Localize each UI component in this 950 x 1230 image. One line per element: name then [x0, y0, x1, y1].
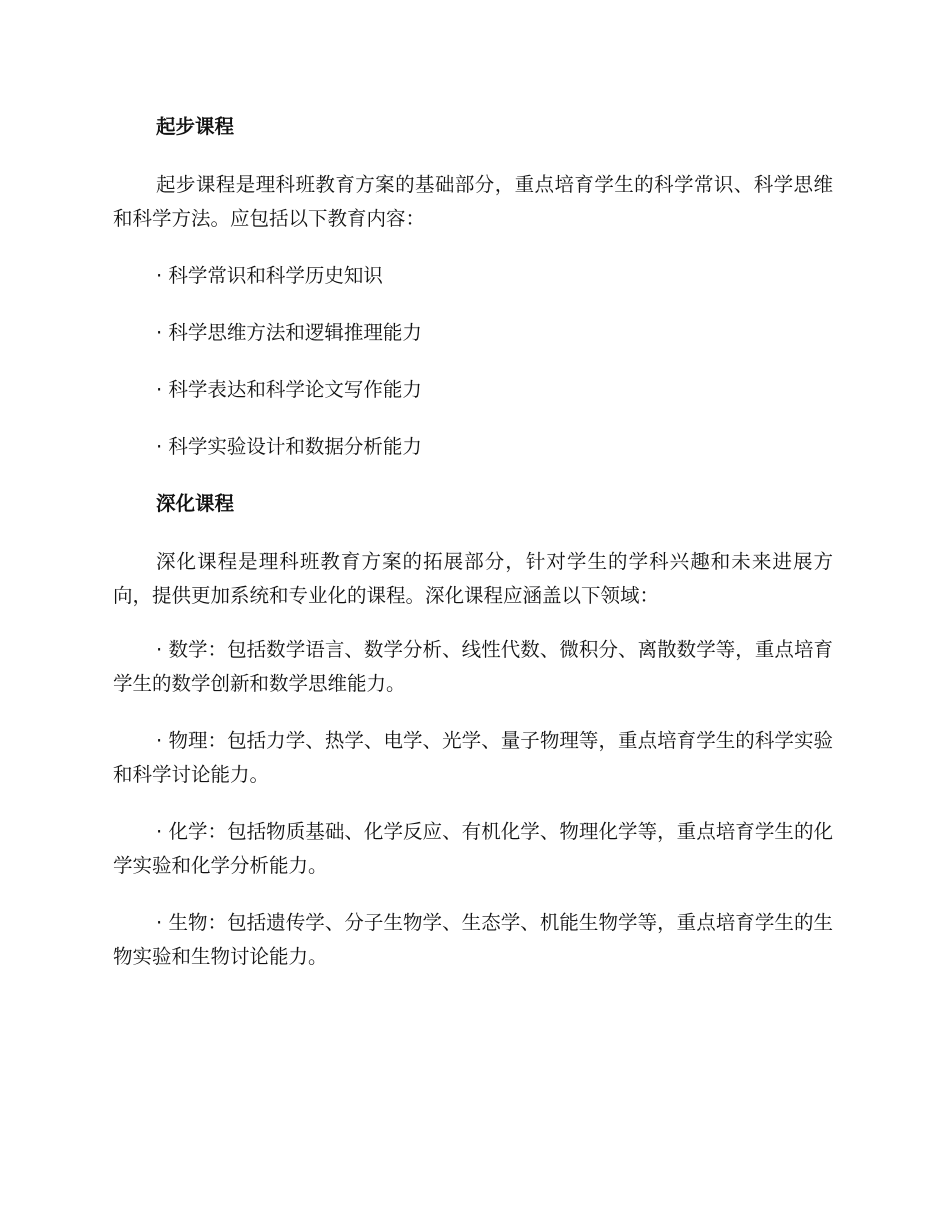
- list-item: · 生物：包括遗传学、分子生物学、生态学、机能生物学等，重点培育学生的生物实验和生物讨论能力。: [113, 911, 833, 968]
- advanced-course-list: [113, 633, 833, 974]
- section-heading-starter-course: 起步课程: [156, 115, 235, 138]
- starter-course-list: [113, 259, 833, 464]
- list-item: · 化学：包括物质基础、化学反应、有机化学、物理化学等，重点培育学生的化学实验和化学分析能力。: [113, 820, 833, 877]
- list-item: · 物理：包括力学、热学、电学、光学、量子物理等，重点培育学生的科学实验和科学讨论能力。: [113, 729, 833, 786]
- list-item: · 数学：包括数学语言、数学分析、线性代数、微积分、离散数学等，重点培育学生的数学创新和数学思维能力。: [113, 638, 833, 695]
- list-item: · 科学表达和科学论文写作能力: [156, 378, 422, 401]
- document-body: [113, 110, 833, 997]
- list-item: · 科学常识和科学历史知识: [156, 264, 383, 287]
- list-item: · 科学思维方法和逻辑推理能力: [156, 321, 422, 344]
- section-intro-paragraph: 起步课程是理科班教育方案的基础部分，重点培育学生的科学常识、科学思维和科学方法。应包括以下教育内容：: [113, 173, 833, 230]
- list-item: · 科学实验设计和数据分析能力: [156, 435, 422, 458]
- section-intro-paragraph: 深化课程是理科班教育方案的拓展部分，针对学生的学科兴趣和未来进展方向，提供更加系统和专业化的课程。深化课程应涵盖以下领域：: [113, 550, 833, 607]
- section-heading-advanced-course: 深化课程: [156, 492, 235, 515]
